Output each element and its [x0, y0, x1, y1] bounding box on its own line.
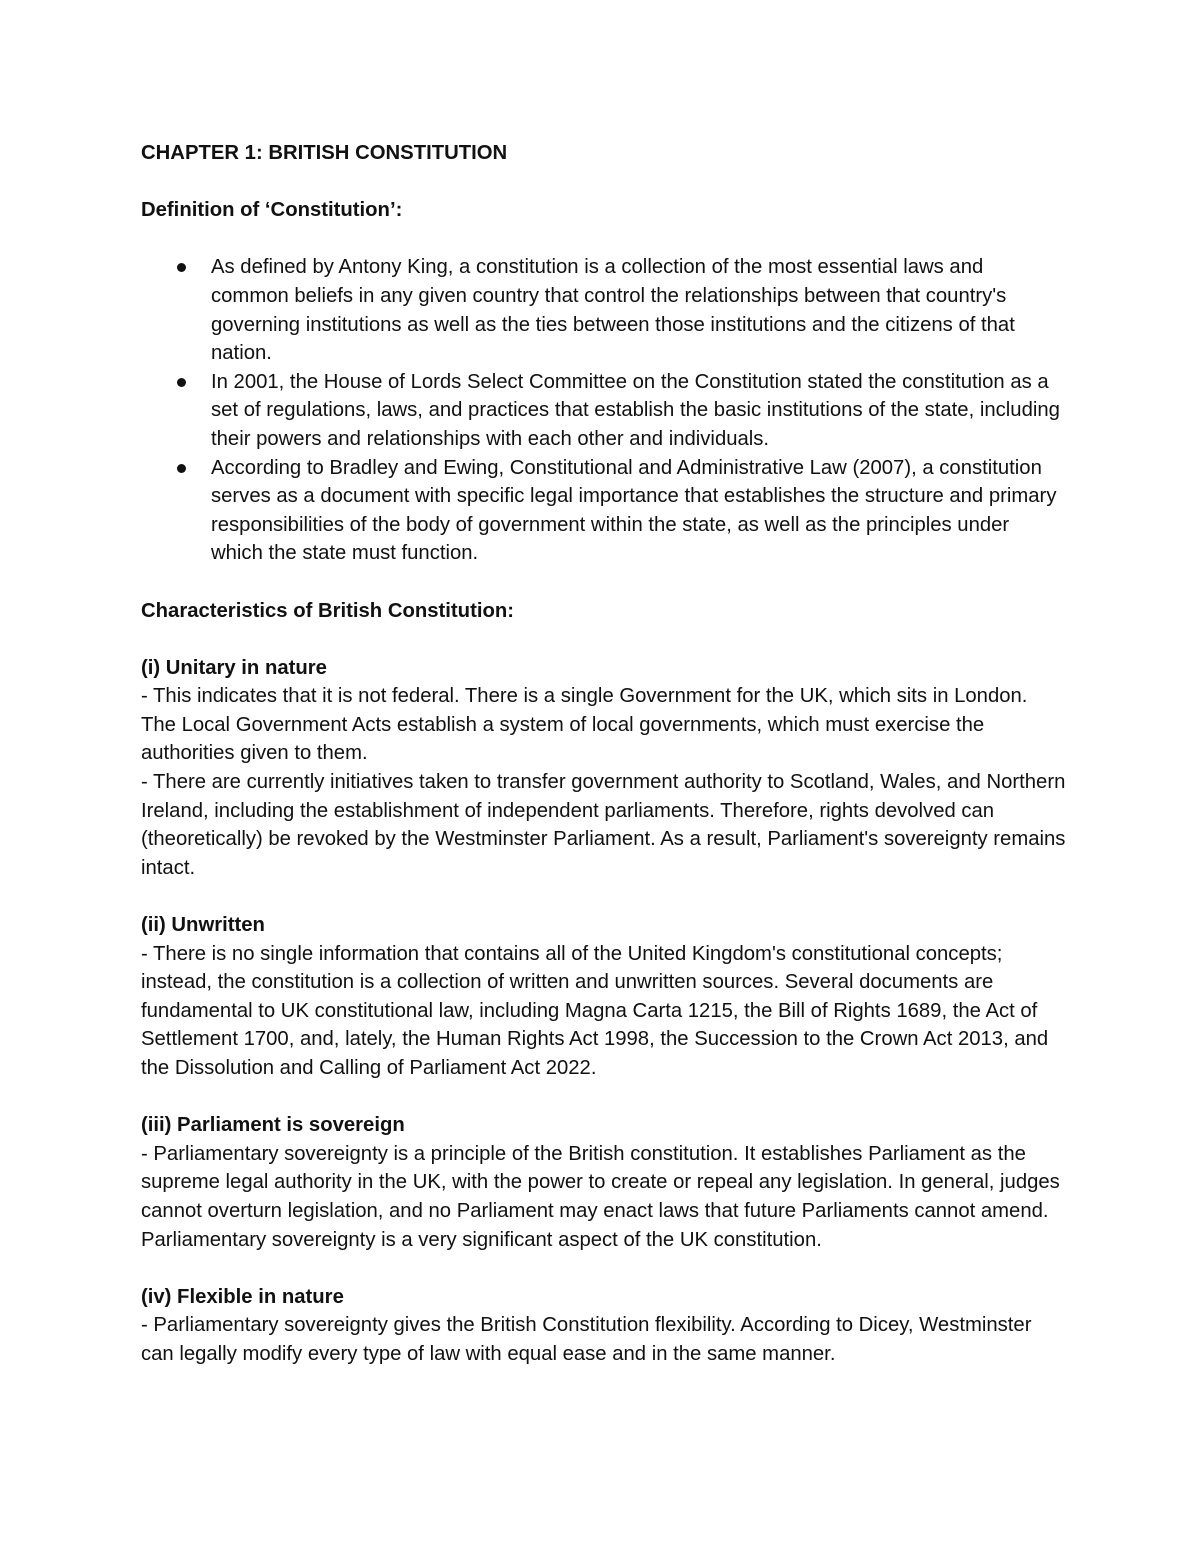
section-paragraph: - This indicates that it is not federal. There is a single Government for the UK, which sits in London. The Local Government Acts establish a system of local governments, which must exercise the authorities given to them.: [141, 685, 1028, 765]
bullet-icon: [177, 464, 186, 473]
characteristics-heading: Characteristics of British Constitution:: [141, 599, 514, 622]
section-heading-flexible: (iv) Flexible in nature: [141, 1285, 344, 1308]
bullet-icon: [177, 378, 186, 387]
definition-heading: Definition of ‘Constitution’:: [141, 199, 403, 222]
chapter-title: CHAPTER 1: BRITISH CONSTITUTION: [141, 142, 508, 164]
list-item: [211, 253, 1066, 367]
section-paragraph: - Parliamentary sovereignty is a principle of the British constitution. It establishes Parliament as the supreme legal authority in the UK, with the power to create or repeal any legislation. In general, judges cannot overturn legislation, and no Parliament may enact laws that future Parliaments cannot amend. Parliamentary sovereignty is a very significant aspect of the UK constitution.: [141, 1142, 1060, 1251]
document-page: [141, 139, 1066, 1369]
spacer: [141, 168, 1066, 197]
spacer: [141, 882, 1066, 911]
section-paragraph: - There is no single information that contains all of the United Kingdom's constitutional concepts; instead, the constitution is a collection of written and unwritten sources. Several documents are fundamental to UK constitutional law, including Magna Carta 1215, the Bill of Rights 1689, the Act of Settlement 1700, and, lately, the Human Rights Act 1998, the Succession to the Crown Act 2013, and the Dissolution and Calling of Parliament Act 2022.: [141, 942, 1049, 1079]
section-paragraph: - Parliamentary sovereignty gives the British Constitution flexibility. According to Dicey, Westminster can legally modify every type of law with equal ease and in the same manner.: [141, 1314, 1032, 1365]
list-item-text: According to Bradley and Ewing, Constitutional and Administrative Law (2007), a constitution serves as a document with specific legal importance that establishes the structure and primary responsibilities of the body of government within the state, as well as the principles under which the state must function.: [211, 456, 1057, 565]
list-item-text: In 2001, the House of Lords Select Committee on the Constitution stated the constitution as a set of regulations, laws, and practices that establish the basic institutions of the state, including their powers and relationships with each other and individuals.: [211, 370, 1060, 450]
spacer: [141, 625, 1066, 654]
spacer: [141, 225, 1066, 254]
list-item: [211, 368, 1066, 454]
bullet-icon: [177, 263, 186, 272]
section-paragraph: - There are currently initiatives taken to transfer government authority to Scotland, Wales, and Northern Ireland, including the establishment of independent parliaments. Therefore, rights devolved can (theoretically) be revoked by the Westminster Parliament. As a result, Parliament's sovereignty remains intact.: [141, 771, 1066, 879]
spacer: [141, 1254, 1066, 1283]
spacer: [141, 1083, 1066, 1112]
definition-list: [141, 253, 1066, 568]
section-heading-unitary: (i) Unitary in nature: [141, 656, 327, 679]
section-heading-sovereign: (iii) Parliament is sovereign: [141, 1114, 405, 1137]
spacer: [141, 568, 1066, 597]
section-heading-unwritten: (ii) Unwritten: [141, 914, 265, 937]
list-item-text: As defined by Antony King, a constitution is a collection of the most essential laws and common beliefs in any given country that control the relationships between that country's governing institutions as well as the ties between those institutions and the citizens of that nation.: [211, 256, 1015, 365]
list-item: [211, 454, 1066, 568]
